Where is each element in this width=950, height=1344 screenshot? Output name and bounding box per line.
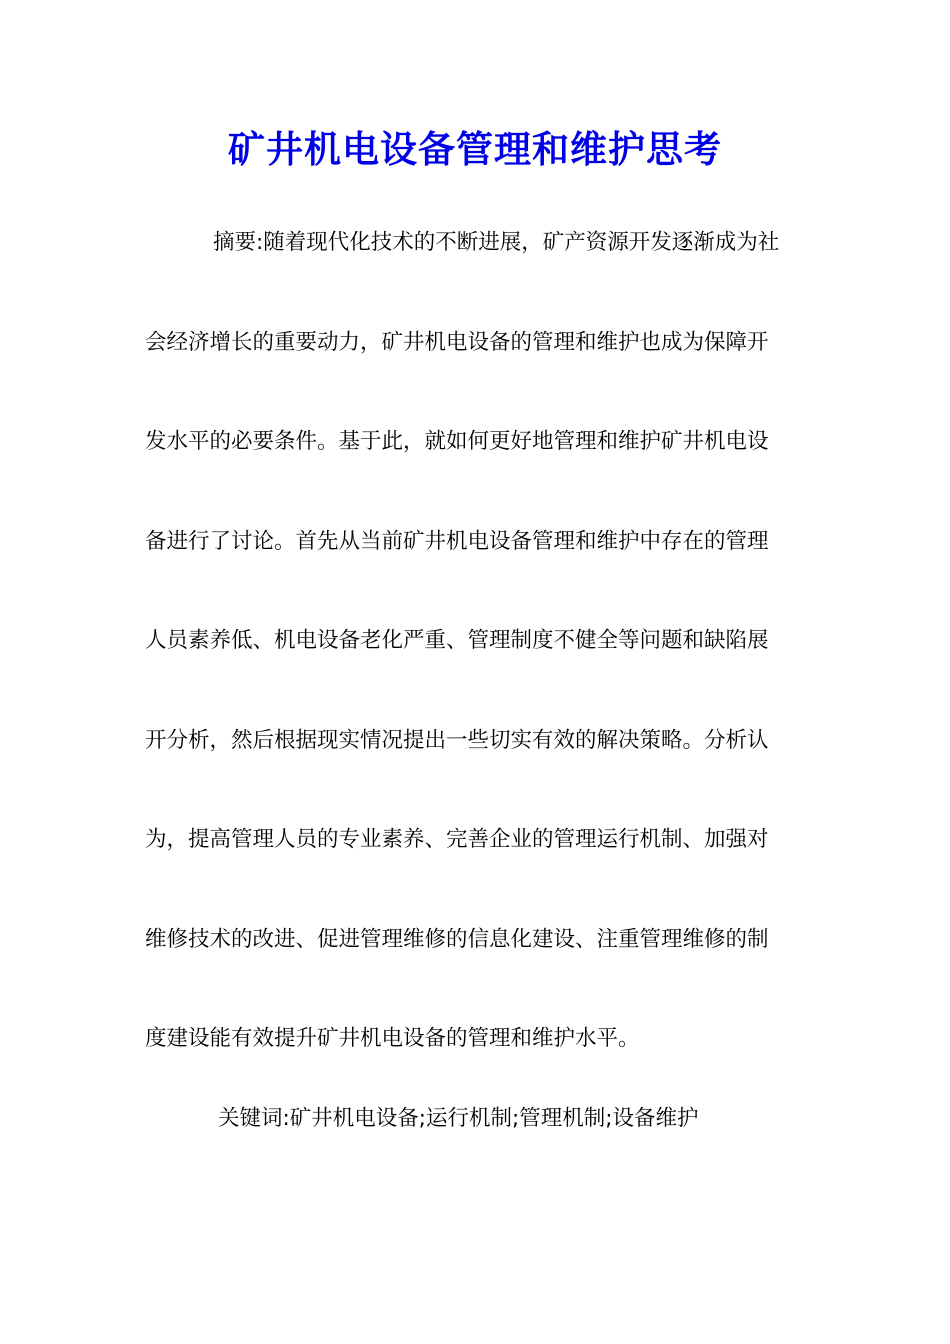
abstract-line: 备进行了讨论。首先从当前矿井机电设备管理和维护中存在的管理	[145, 529, 769, 554]
abstract-line: 发水平的必要条件。基于此，就如何更好地管理和维护矿井机电设	[145, 429, 769, 454]
keywords-line: 关键词:矿井机电设备;运行机制;管理机制;设备维护	[218, 1106, 699, 1131]
abstract-line: 会经济增长的重要动力，矿井机电设备的管理和维护也成为保障开	[145, 330, 769, 355]
document-title: 矿井机电设备管理和维护思考	[228, 127, 722, 171]
abstract-line: 为，提高管理人员的专业素养、完善企业的管理运行机制、加强对	[145, 827, 769, 852]
abstract-line: 维修技术的改进、促进管理维修的信息化建设、注重管理维修的制	[145, 927, 769, 952]
abstract-line: 开分析，然后根据现实情况提出一些切实有效的解决策略。分析认	[145, 728, 769, 753]
abstract-line: 度建设能有效提升矿井机电设备的管理和维护水平。	[145, 1026, 640, 1051]
abstract-line: 人员素养低、机电设备老化严重、管理制度不健全等问题和缺陷展	[145, 628, 769, 653]
abstract-line: 摘要:随着现代化技术的不断进展，矿产资源开发逐渐成为社	[213, 230, 780, 255]
